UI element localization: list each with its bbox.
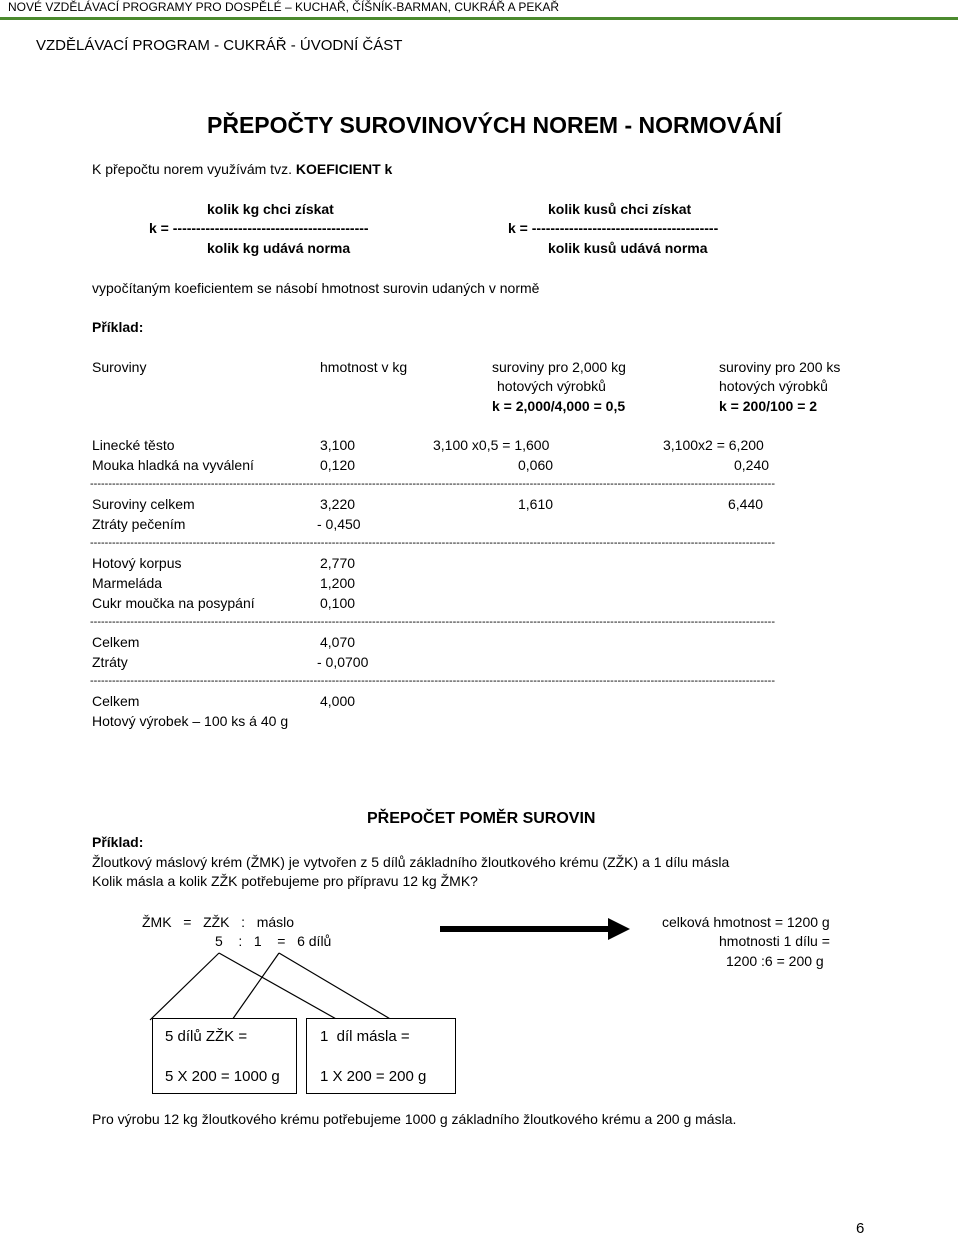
part-weight-label: hmotnosti 1 dílu = (719, 933, 830, 949)
table-row-name: Ztráty pečením (92, 516, 186, 532)
table-row-weight: 1,200 (320, 575, 356, 591)
zzk-box (152, 1018, 297, 1094)
table-row-weight: 2,770 (320, 555, 356, 571)
table-row-name: Hotový výrobek – 100 ks á 40 g (92, 713, 289, 729)
section2-line1: Žloutkový máslový krém (ŽMK) je vytvořen z 5 dílů základního žloutkového krému (ZŽK) a 1 dílu másla (92, 854, 730, 870)
page-number: 6 (856, 1220, 865, 1237)
header-subtitle: VZDĚLÁVACÍ PROGRAM - CUKRÁŘ - ÚVODNÍ ČÁST (36, 37, 403, 54)
right-arrow-icon (440, 918, 630, 940)
conclusion: Pro výrobu 12 kg žloutkového krému potřebujeme 1000 g základního žloutkového krému a 200 g másla. (92, 1111, 737, 1127)
table-row-name: Mouka hladká na vyválení (92, 457, 254, 473)
formula-left-line: k = ------------------------------------------ (149, 220, 369, 236)
table-row-weight: 3,220 (320, 496, 356, 512)
zzk-box-line1: 5 dílů ZŽK = (165, 1028, 248, 1045)
col-sub-200ks: hotových výrobků (719, 378, 828, 394)
section2-example-label: Příklad: (92, 834, 144, 850)
section2-title: PŘEPOČET POMĚR SUROVIN (367, 810, 596, 827)
col-header-200ks: suroviny pro 200 ks (719, 359, 841, 375)
intro-plain: K přepočtu norem využívám tvz. (92, 161, 292, 177)
coef-2kg: k = 2,000/4,000 = 0,5 (492, 398, 626, 414)
table-row-name: Celkem (92, 634, 140, 650)
header-program-line: NOVÉ VZDĚLÁVACÍ PROGRAMY PRO DOSPĚLÉ – KUCHAŘ, ČÍŠNÍK-BARMAN, CUKRÁŘ A PEKAŘ (8, 0, 560, 14)
table-separator: ------------------------------------------------------------------------------------------------------------------------------------------------------------------------------------------- (90, 617, 775, 628)
formula-right-denominator: kolik kusů udává norma (548, 240, 708, 256)
table-separator: ------------------------------------------------------------------------------------------------------------------------------------------------------------------------------------------- (90, 538, 775, 549)
table-row-weight: 3,100 (320, 437, 356, 453)
connector-lines (150, 953, 392, 1020)
table-row-200ks: 0,240 (734, 457, 770, 473)
table-row-name: Suroviny celkem (92, 496, 195, 512)
multiply-note: vypočítaným koeficientem se násobí hmotnost surovin udaných v normě (92, 280, 540, 296)
zzk-box-line2: 5 X 200 = 1000 g (165, 1068, 280, 1085)
formula-right-numerator: kolik kusů chci získat (548, 201, 692, 217)
table-row-2kg: 1,610 (518, 496, 554, 512)
table-row-weight: 4,000 (320, 693, 356, 709)
table-row-name: Ztráty (92, 654, 128, 670)
section2-line2: Kolik másla a kolik ZŽK potřebujeme pro přípravu 12 kg ŽMK? (92, 873, 478, 889)
table-row-name: Linecké těsto (92, 437, 175, 453)
col-header-2kg: suroviny pro 2,000 kg (492, 359, 626, 375)
example-label: Příklad: (92, 319, 144, 335)
maslo-box (306, 1018, 456, 1094)
formula-right-line: k = ---------------------------------------- (508, 220, 719, 236)
table-row-weight: - 0,0700 (317, 654, 369, 670)
table-row-200ks: 3,100x2 = 6,200 (663, 437, 764, 453)
coef-200ks: k = 200/100 = 2 (719, 398, 818, 414)
col-sub-2kg: hotových výrobků (497, 378, 606, 394)
table-row-200ks: 6,440 (728, 496, 764, 512)
table-row-name: Cukr moučka na posypání (92, 595, 255, 611)
table-row-2kg: 3,100 x0,5 = 1,600 (433, 437, 550, 453)
maslo-box-line1: 1 díl másla = (320, 1028, 410, 1045)
col-header-suroviny: Suroviny (92, 359, 147, 375)
table-row-name: Hotový korpus (92, 555, 182, 571)
table-row-name: Celkem (92, 693, 140, 709)
page-title: PŘEPOČTY SUROVINOVÝCH NOREM - NORMOVÁNÍ (207, 112, 782, 138)
table-separator: ------------------------------------------------------------------------------------------------------------------------------------------------------------------------------------------- (90, 676, 775, 687)
col-header-hmotnost: hmotnost v kg (320, 359, 408, 375)
ratio-parts: 5 : 1 = 6 dílů (215, 933, 332, 949)
part-weight-value: 1200 :6 = 200 g (726, 953, 824, 969)
table-row-weight: 4,070 (320, 634, 356, 650)
ratio-equation: ŽMK = ZŽK : máslo (142, 914, 295, 930)
maslo-box-line2: 1 X 200 = 200 g (320, 1068, 427, 1085)
table-row-weight: 0,120 (320, 457, 356, 473)
formula-left-denominator: kolik kg udává norma (207, 240, 351, 256)
table-row-2kg: 0,060 (518, 457, 554, 473)
total-weight: celková hmotnost = 1200 g (662, 914, 830, 930)
formula-left-numerator: kolik kg chci získat (207, 201, 334, 217)
table-row-weight: - 0,450 (317, 516, 361, 532)
table-row-weight: 0,100 (320, 595, 356, 611)
table-separator: ------------------------------------------------------------------------------------------------------------------------------------------------------------------------------------------- (90, 479, 775, 490)
intro-coefficient: KOEFICIENT k (295, 161, 393, 177)
table-row-name: Marmeláda (92, 575, 163, 591)
